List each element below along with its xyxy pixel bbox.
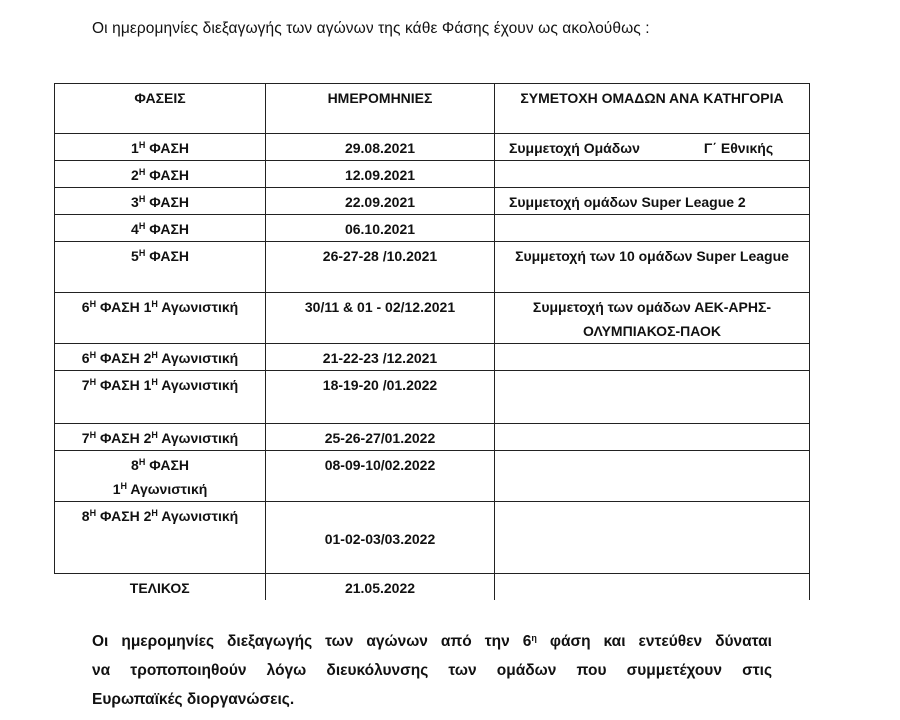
participation-cell xyxy=(495,424,810,451)
date-cell: 12.09.2021 xyxy=(266,161,495,188)
table-row xyxy=(55,293,810,344)
table-row xyxy=(55,574,810,601)
table-row xyxy=(55,134,810,161)
participation-cell xyxy=(495,215,810,242)
date-cell: 08-09-10/02.2022 xyxy=(266,451,495,502)
participation-cell xyxy=(495,161,810,188)
participation-cell xyxy=(495,574,810,601)
phase-cell: $5^H$ ΦΑΣΗ xyxy=(55,242,266,293)
intro-text: Οι ημερομηνίες διεξαγωγής των αγώνων της κάθε Φάσης έχουν ως ακολούθως : xyxy=(92,20,650,37)
date-cell: 18-19-20 /01.2022 xyxy=(266,371,495,424)
participation-cell xyxy=(495,502,810,574)
phase-cell: $4^H$ ΦΑΣΗ xyxy=(55,215,266,242)
note-paragraph xyxy=(92,627,772,714)
header-phases: ΦΑΣΕΙΣ xyxy=(55,84,266,134)
note-line-1: Οι ημερομηνίες διεξαγωγής των αγώνων από την $6^\eta$ φάση και εντεύθεν δύναται xyxy=(92,633,772,650)
date-cell: 25-26-27/01.2022 xyxy=(266,424,495,451)
phase-cell: $8^H$ ΦΑΣΗ $1^H$ Αγωνιστική xyxy=(55,451,266,502)
table-row xyxy=(55,215,810,242)
table-row xyxy=(55,188,810,215)
date-cell: 29.08.2021 xyxy=(266,134,495,161)
table-row xyxy=(55,502,810,574)
date-cell: 26-27-28 /10.2021 xyxy=(266,242,495,293)
date-cell: 21.05.2022 xyxy=(266,574,495,601)
participation-cell: Συμμετοχή των 10 ομάδων Super League xyxy=(495,242,810,293)
table-row xyxy=(55,424,810,451)
schedule-table xyxy=(54,83,810,600)
phase-cell: ΤΕΛΙΚΟΣ xyxy=(55,574,266,601)
participation-cell xyxy=(495,371,810,424)
note-line-2: να τροποποιηθούν λόγω διευκόλυνσης των ομάδων που συμμετέχουν στις xyxy=(92,662,772,679)
table-row xyxy=(55,371,810,424)
date-cell: 06.10.2021 xyxy=(266,215,495,242)
phase-cell: $7^H$ ΦΑΣΗ $1^H$ Αγωνιστική xyxy=(55,371,266,424)
table-row xyxy=(55,242,810,293)
phase-cell: $6^H$ ΦΑΣΗ $1^H$ Αγωνιστική xyxy=(55,293,266,344)
phase-cell: $1^H$ ΦΑΣΗ xyxy=(55,134,266,161)
participation-cell: Συμμετοχή των ομάδων ΑΕΚ-ΑΡΗΣ-ΟΛΥΜΠΙΑΚΟΣ-ΠΑΟΚ xyxy=(495,293,810,344)
participation-cell: Συμμετοχή Ομάδων Γ΄ Εθνικής xyxy=(495,134,810,161)
phase-cell: $3^H$ ΦΑΣΗ xyxy=(55,188,266,215)
participation-cell: Συμμετοχή ομάδων Super League 2 xyxy=(495,188,810,215)
header-participation: ΣΥΜΕΤΟΧΗ ΟΜΑΔΩΝ ΑΝΑ ΚΑΤΗΓΟΡΙΑ xyxy=(495,84,810,134)
header-dates: ΗΜΕΡΟΜΗΝΙΕΣ xyxy=(266,84,495,134)
table-row xyxy=(55,344,810,371)
table-row xyxy=(55,451,810,502)
phase-cell: $7^H$ ΦΑΣΗ $2^H$ Αγωνιστική xyxy=(55,424,266,451)
participation-cell xyxy=(495,451,810,502)
date-cell: 01-02-03/03.2022 xyxy=(266,502,495,574)
table-row xyxy=(55,161,810,188)
date-cell: 30/11 & 01 - 02/12.2021 xyxy=(266,293,495,344)
date-cell: 22.09.2021 xyxy=(266,188,495,215)
phase-cell: $2^H$ ΦΑΣΗ xyxy=(55,161,266,188)
note-line-3: Ευρωπαϊκές διοργανώσεις. xyxy=(92,691,295,708)
date-cell: 21-22-23 /12.2021 xyxy=(266,344,495,371)
phase-cell: $6^H$ ΦΑΣΗ $2^H$ Αγωνιστική xyxy=(55,344,266,371)
table-header-row xyxy=(55,84,810,134)
participation-cell xyxy=(495,344,810,371)
phase-cell: $8^H$ ΦΑΣΗ $2^H$ Αγωνιστική xyxy=(55,502,266,574)
